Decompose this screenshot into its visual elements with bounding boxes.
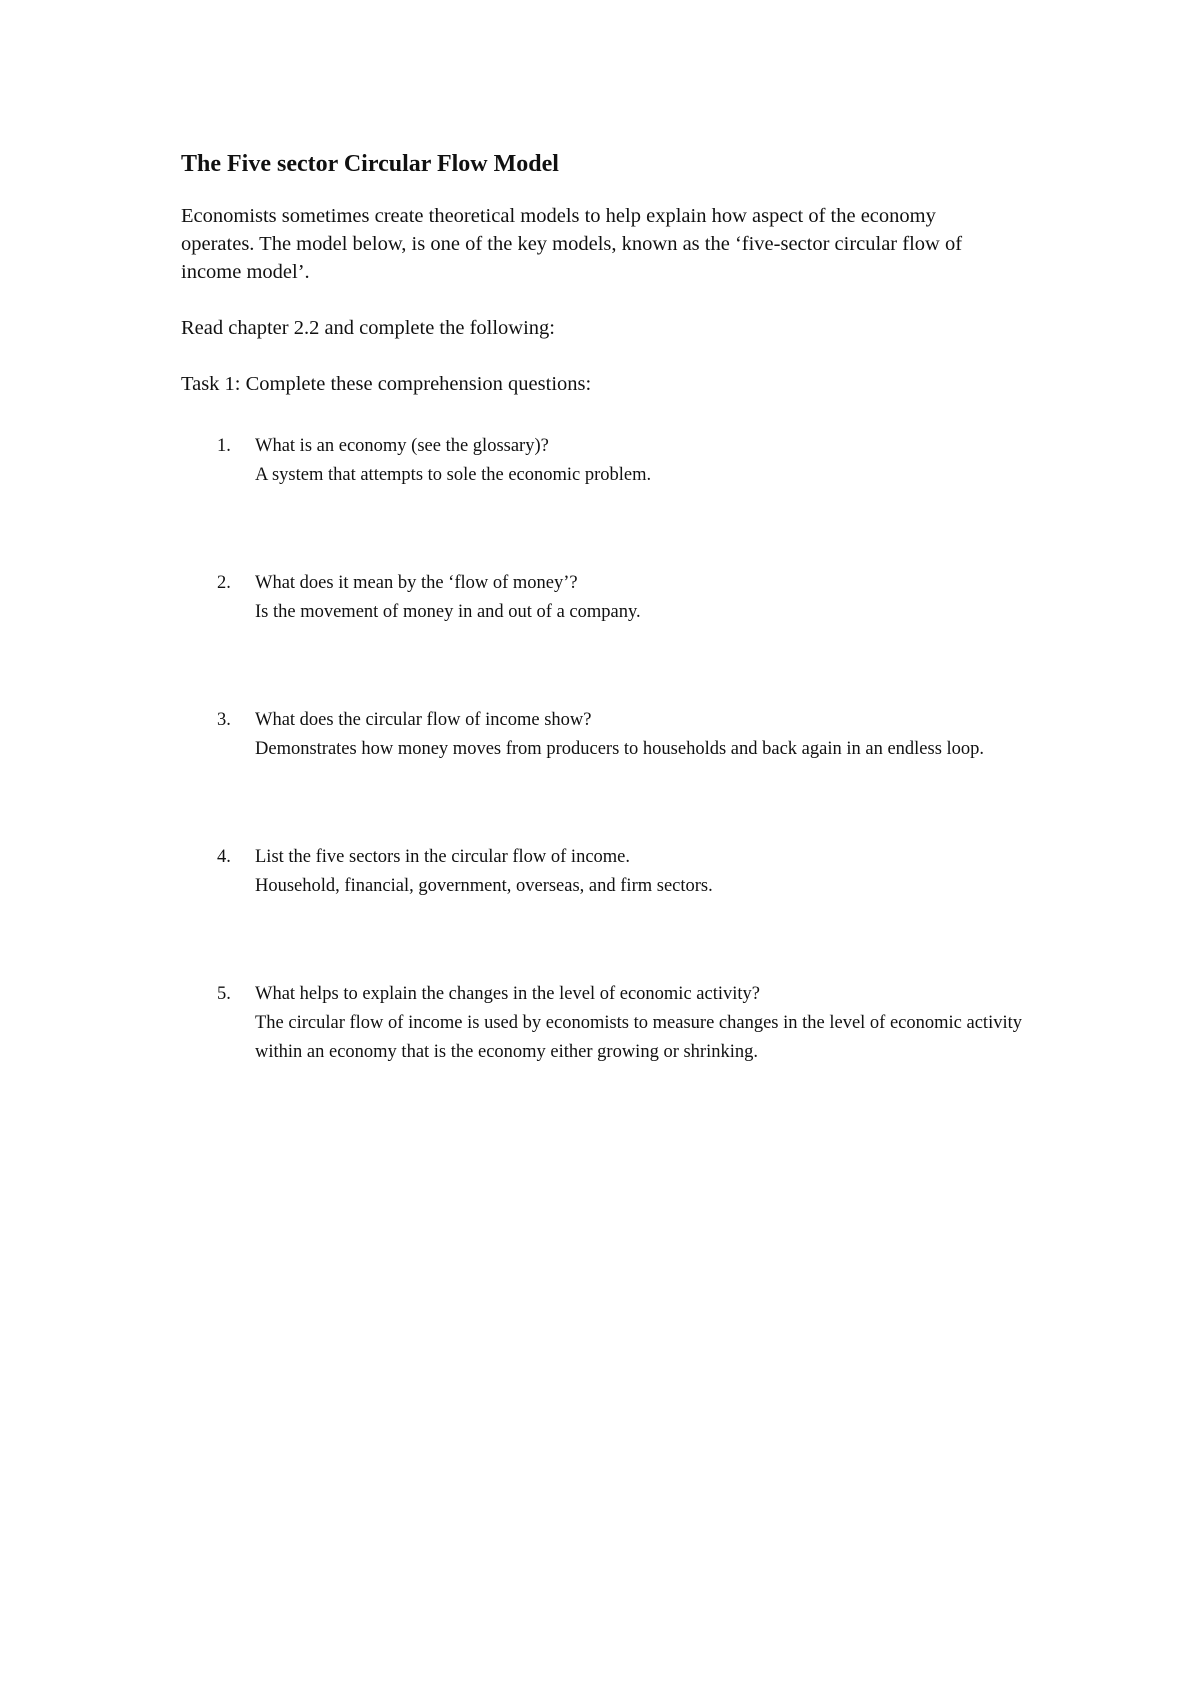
question-number: 3. (217, 710, 231, 730)
question-text: List the five sectors in the circular flow of income. (255, 847, 631, 867)
task-heading: Task 1: Complete these comprehension questions: (181, 373, 592, 395)
question-number: 4. (217, 847, 231, 867)
question-number: 1. (217, 436, 231, 456)
answer-text: The circular flow of income is used by economists to measure changes in the level of economic activity within an economy that is the economy either growing or shrinking. (255, 1013, 1022, 1062)
answer-text: Household, financial, government, overseas, and firm sectors. (255, 876, 713, 896)
intro-paragraph: Economists sometimes create theoretical models to help explain how aspect of the economy operates. The model below, is one of the key models, known as the ‘five-sector circular flow of income model’. (181, 205, 963, 283)
document-content (181, 148, 1041, 398)
answer-text: A system that attempts to sole the economic problem. (255, 465, 652, 485)
question-text: What helps to explain the changes in the level of economic activity? (255, 984, 760, 1004)
document-title: The Five sector Circular Flow Model (181, 151, 559, 177)
answer-text: Is the movement of money in and out of a company. (255, 602, 641, 622)
question-text: What is an economy (see the glossary)? (255, 436, 549, 456)
instruction-text: Read chapter 2.2 and complete the following: (181, 317, 556, 339)
question-number: 5. (217, 984, 231, 1004)
answer-text: Demonstrates how money moves from producers to households and back again in an endless loop. (255, 739, 985, 759)
question-text: What does the circular flow of income show? (255, 710, 592, 730)
question-text: What does it mean by the ‘flow of money’? (255, 573, 578, 593)
question-number: 2. (217, 573, 231, 593)
